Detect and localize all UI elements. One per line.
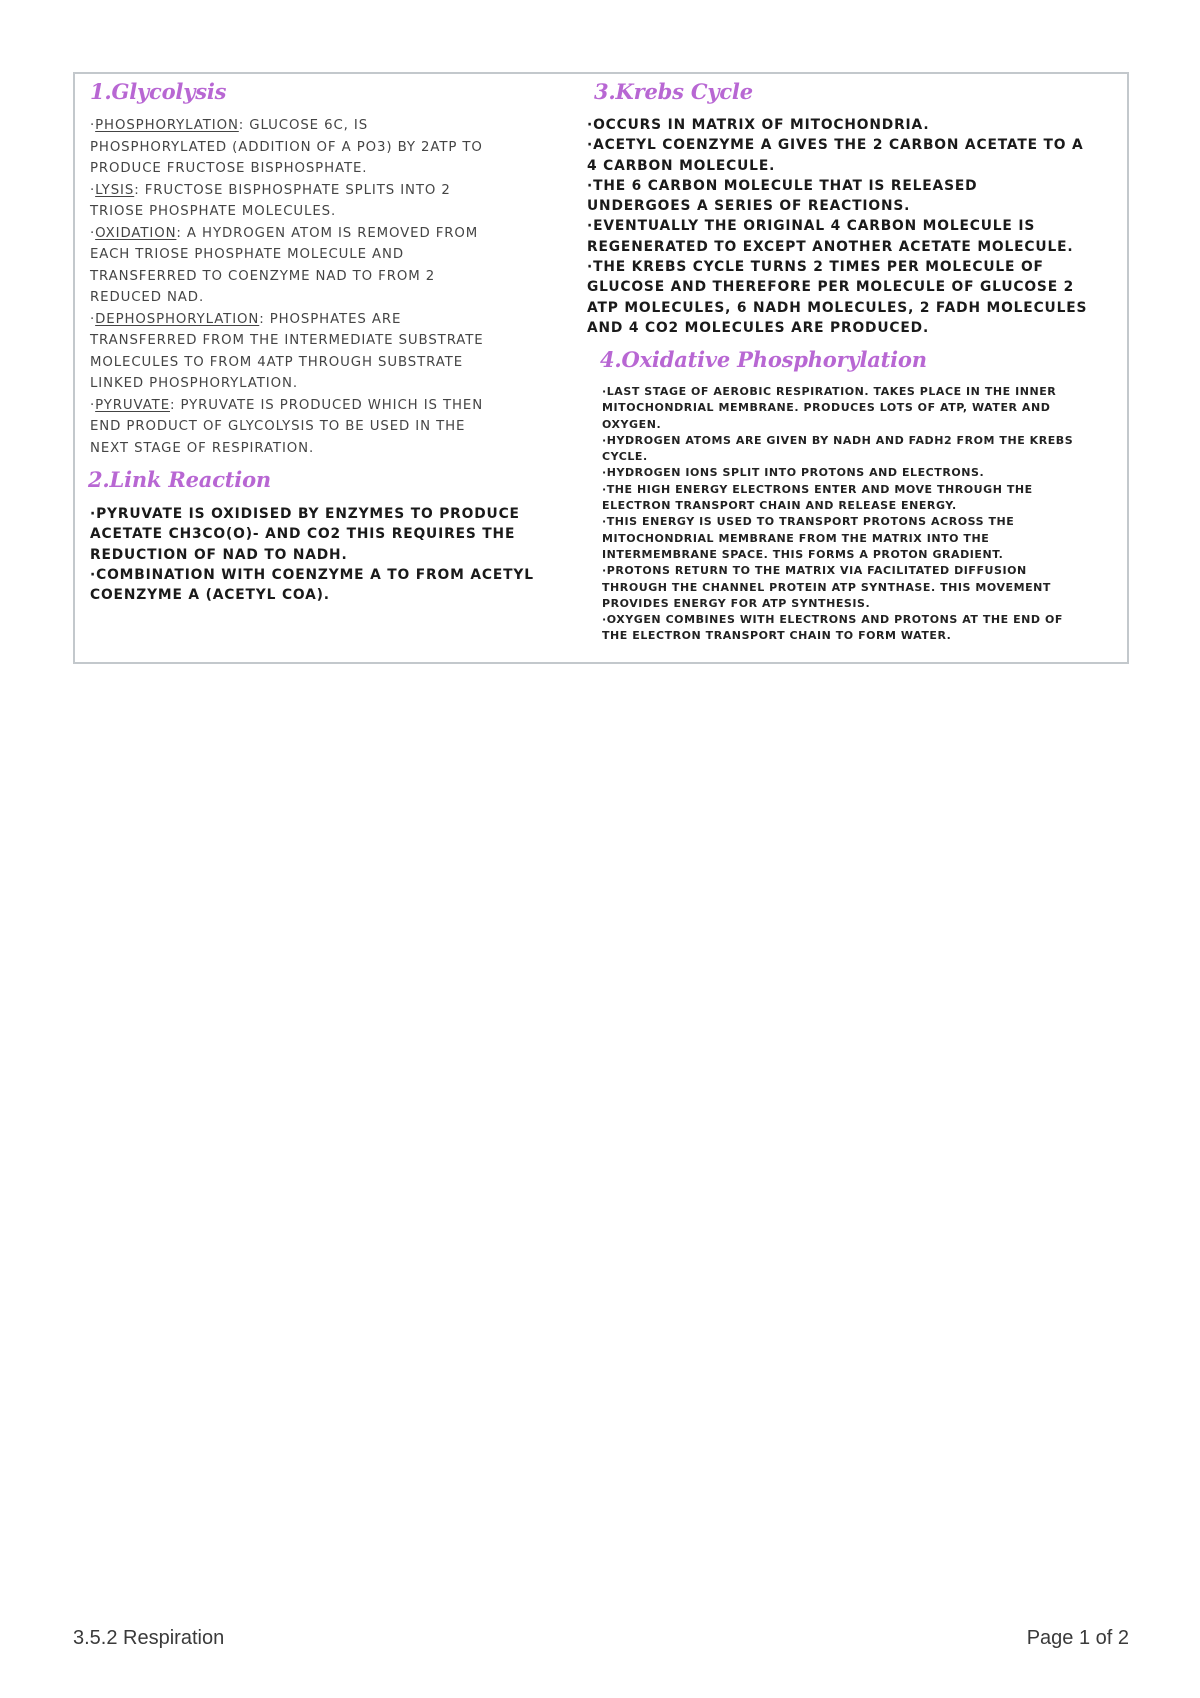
text-line: ATP MOLECULES, 6 NADH MOLECULES, 2 FADH MOLECULES — [587, 299, 1088, 316]
text-line: CYCLE. — [602, 450, 648, 464]
text-line: ·THE 6 CARBON MOLECULE THAT IS RELEASED — [587, 177, 978, 194]
line-text: TRANSFERRED FROM THE INTERMEDIATE SUBSTRATE — [90, 333, 484, 348]
text-line: ·COMBINATION WITH COENZYME A TO FROM ACETYL — [90, 566, 534, 583]
line-text: EACH TRIOSE PHOSPHATE MOLECULE AND — [90, 247, 405, 262]
krebs-cycle-heading: 3.Krebs Cycle — [594, 79, 753, 104]
krebs-cycle-body — [587, 115, 1087, 338]
text-line: ·THIS ENERGY IS USED TO TRANSPORT PROTONS ACROSS THE — [602, 515, 1015, 529]
line-text: LINKED PHOSPHORYLATION. — [90, 376, 298, 391]
text-line — [90, 352, 484, 374]
line-text: END PRODUCT OF GLYCOLYSIS TO BE USED IN THE — [90, 419, 466, 434]
text-line: ·PYRUVATE IS OXIDISED BY ENZYMES TO PRODUCE — [90, 506, 520, 522]
term-label: DEPHOSPHORYLATION — [95, 311, 260, 327]
text-line: ·PHOSPHORYLATION: GLUCOSE 6C, IS — [90, 118, 369, 133]
text-line — [90, 244, 484, 266]
line-text: PRODUCE FRUCTOSE BISPHOSPHATE. — [90, 161, 368, 176]
glycolysis-body — [90, 115, 484, 459]
text-line: ·THE KREBS CYCLE TURNS 2 TIMES PER MOLECULE OF — [587, 259, 1044, 276]
text-line: 4 CARBON MOLECULE. — [587, 157, 776, 174]
text-line — [90, 330, 484, 352]
line-text: : PYRUVATE IS PRODUCED WHICH IS THEN — [170, 397, 484, 413]
text-line: ELECTRON TRANSPORT CHAIN AND RELEASE ENERGY. — [602, 499, 957, 513]
text-line: ·HYDROGEN ATOMS ARE GIVEN BY NADH AND FADH2 FROM THE KREBS — [602, 433, 1074, 447]
term-label: OXIDATION — [95, 225, 177, 241]
text-line: ACETATE CH3CO(O)- AND CO2 THIS REQUIRES THE — [90, 526, 516, 543]
text-line — [90, 201, 484, 223]
line-text: : FRUCTOSE BISPHOSPHATE SPLITS INTO 2 — [134, 182, 451, 198]
term-label: LYSIS — [95, 182, 135, 198]
line-text: : A HYDROGEN ATOM IS REMOVED FROM — [176, 225, 479, 241]
line-text: MOLECULES TO FROM 4ATP THROUGH SUBSTRATE — [90, 354, 463, 370]
text-line: ·DEPHOSPHORYLATION: PHOSPHATES ARE — [90, 311, 402, 327]
oxidative-phosphorylation-heading: 4.Oxidative Phosphorylation — [600, 347, 927, 372]
text-line: MITOCHONDRIAL MEMBRANE. PRODUCES LOTS OF ATP, WATER AND — [602, 401, 1051, 415]
text-line — [90, 373, 484, 395]
text-line: ·HYDROGEN IONS SPLIT INTO PROTONS AND ELECTRONS. — [602, 466, 985, 480]
glycolysis-heading: 1.Glycolysis — [90, 79, 227, 104]
text-line: ·THE HIGH ENERGY ELECTRONS ENTER AND MOVE THROUGH THE — [602, 482, 1033, 496]
line-text: REDUCED NAD. — [90, 290, 205, 305]
line-text: TRIOSE PHOSPHATE MOLECULES. — [90, 204, 337, 219]
text-line: PROVIDES ENERGY FOR ATP SYNTHESIS. — [602, 596, 871, 610]
link-reaction-heading: 2.Link Reaction — [88, 467, 271, 492]
text-line: COENZYME A (ACETYL COA). — [90, 587, 330, 604]
text-line: GLUCOSE AND THEREFORE PER MOLECULE OF GLUCOSE 2 — [587, 279, 1075, 296]
footer-document-title: 3.5.2 Respiration — [73, 1627, 225, 1649]
text-line: ·ACETYL COENZYME A GIVES THE 2 CARBON ACETATE TO A — [587, 137, 1084, 154]
oxidative-phosphorylation-body — [602, 384, 1073, 645]
text-line: MITOCHONDRIAL MEMBRANE FROM THE MATRIX INTO THE — [602, 531, 990, 545]
text-line — [90, 266, 484, 288]
term-label: PYRUVATE — [95, 397, 170, 413]
text-line: ·EVENTUALLY THE ORIGINAL 4 CARBON MOLECULE IS — [587, 218, 1036, 235]
text-line: INTERMEMBRANE SPACE. THIS FORMS A PROTON GRADIENT. — [602, 547, 1004, 561]
text-line: THE ELECTRON TRANSPORT CHAIN TO FORM WATER. — [602, 629, 952, 643]
text-line — [90, 158, 484, 180]
text-line — [90, 287, 484, 309]
text-line: UNDERGOES A SERIES OF REACTIONS. — [587, 198, 911, 215]
link-reaction-body — [90, 504, 534, 605]
text-line: ·LYSIS: FRUCTOSE BISPHOSPHATE SPLITS INTO 2 — [90, 182, 451, 198]
text-line: ·OCCURS IN MATRIX OF MITOCHONDRIA. — [587, 117, 930, 133]
term-label: PHOSPHORYLATION — [95, 118, 239, 133]
text-line: REGENERATED TO EXCEPT ANOTHER ACETATE MOLECULE. — [587, 238, 1074, 255]
line-text: NEXT STAGE OF RESPIRATION. — [90, 440, 315, 456]
text-line: ·OXIDATION: A HYDROGEN ATOM IS REMOVED FROM — [90, 225, 479, 241]
text-line — [90, 438, 484, 460]
text-line: OXYGEN. — [602, 417, 662, 431]
text-line — [90, 416, 484, 438]
line-text: PHOSPHORYLATED (ADDITION OF A PO3) BY 2ATP TO — [90, 139, 483, 155]
text-line: ·OXYGEN COMBINES WITH ELECTRONS AND PROTONS AT THE END OF — [602, 613, 1063, 627]
line-text: : PHOSPHATES ARE — [259, 311, 402, 327]
text-line: REDUCTION OF NAD TO NADH. — [90, 546, 348, 563]
text-line: ·PROTONS RETURN TO THE MATRIX VIA FACILITATED DIFFUSION — [602, 564, 1027, 578]
footer-page-number: Page 1 of 2 — [1026, 1627, 1129, 1649]
text-line: ·PYRUVATE: PYRUVATE IS PRODUCED WHICH IS THEN — [90, 397, 484, 413]
text-line: ·LAST STAGE OF AEROBIC RESPIRATION. TAKES PLACE IN THE INNER — [602, 385, 1057, 398]
text-line: THROUGH THE CHANNEL PROTEIN ATP SYNTHASE. THIS MOVEMENT — [602, 580, 1051, 594]
text-line: AND 4 CO2 MOLECULES ARE PRODUCED. — [587, 319, 930, 336]
line-text: TRANSFERRED TO COENZYME NAD TO FROM 2 — [90, 268, 436, 284]
text-line — [90, 137, 484, 159]
line-text: : GLUCOSE 6C, IS — [238, 118, 369, 133]
